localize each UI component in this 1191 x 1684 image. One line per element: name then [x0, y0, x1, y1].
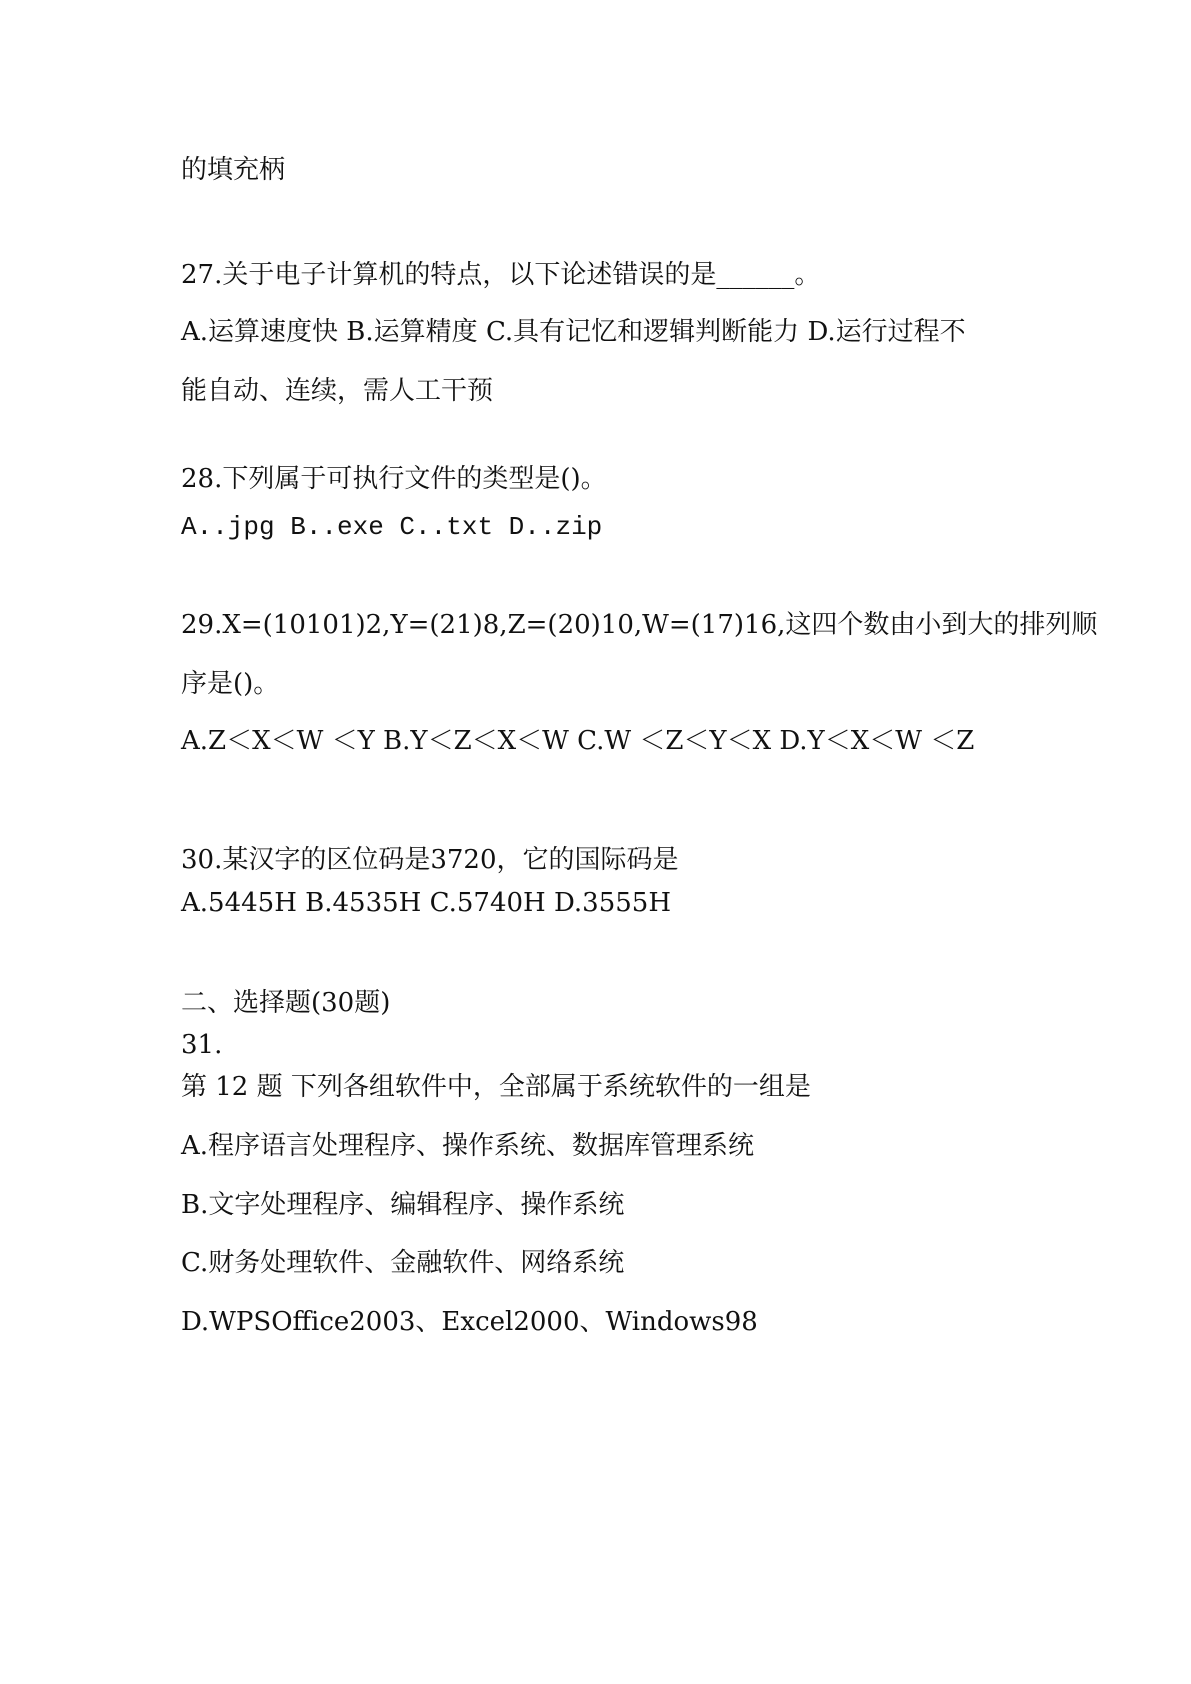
question-28-options: A..jpg B..exe C..txt D..zip	[181, 512, 603, 542]
question-31-option-c: C.财务处理软件、金融软件、网络系统	[181, 1248, 625, 1278]
section-title: 二、选择题(30题)	[181, 988, 391, 1018]
question-29-stem-line-2: 序是()。	[181, 669, 280, 699]
question-29-options: A.Z＜X＜W ＜Y B.Y＜Z＜X＜W C.W ＜Z＜Y＜X D.Y＜X＜W ＜Z	[181, 726, 975, 756]
question-27-options-line-1: A.运算速度快 B.运算精度 C.具有记忆和逻辑判断能力 D.运行过程不	[181, 317, 966, 347]
question-27-options-line-2: 能自动、连续，需人工干预	[181, 376, 494, 406]
question-30-stem: 30.某汉字的区位码是3720，它的国际码是	[181, 845, 679, 875]
question-30-options: A.5445H B.4535H C.5740H D.3555H	[181, 888, 671, 918]
question-31-option-d: D.WPSOffice2003、Excel2000、Windows98	[181, 1307, 758, 1337]
carryover-text: 的填充柄	[181, 155, 286, 185]
question-27-stem: 27.关于电子计算机的特点，以下论述错误的是______。	[181, 260, 821, 290]
question-31-stem: 第 12 题 下列各组软件中，全部属于系统软件的一组是	[181, 1072, 811, 1102]
question-31-option-b: B.文字处理程序、编辑程序、操作系统	[181, 1190, 625, 1220]
question-31-option-a: A.程序语言处理程序、操作系统、数据库管理系统	[181, 1131, 755, 1161]
question-29-stem-line-1: 29.X=(10101)2,Y=(21)8,Z=(20)10,W=(17)16,这四个数由小到大的排列顺	[181, 610, 1098, 640]
question-31-number: 31.	[181, 1030, 223, 1060]
question-28-stem: 28.下列属于可执行文件的类型是()。	[181, 464, 607, 494]
